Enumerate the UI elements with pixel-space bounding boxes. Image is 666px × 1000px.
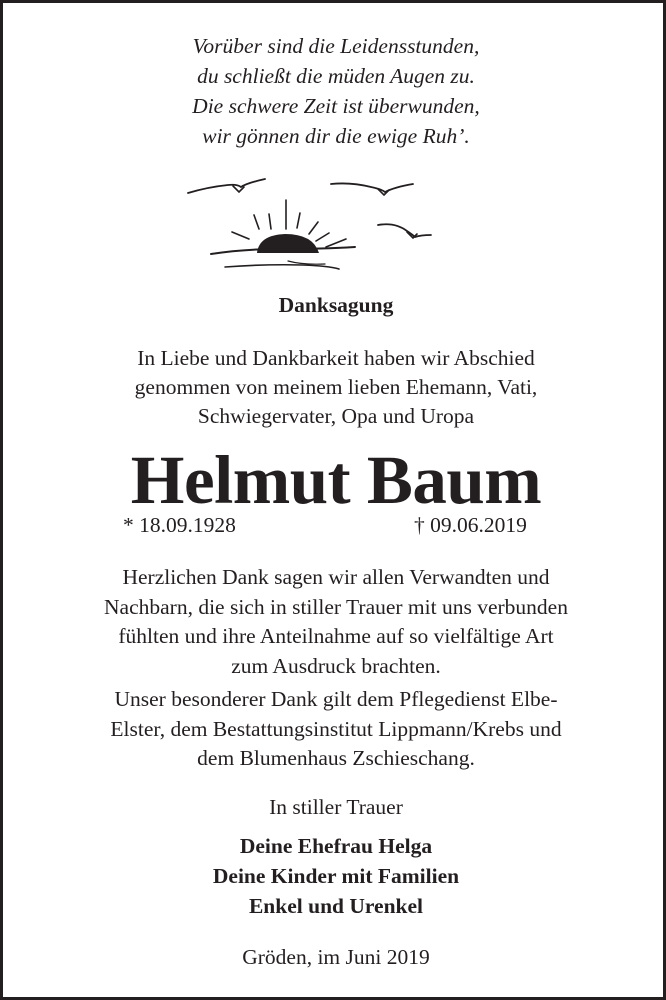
thanks-line: Herzlichen Dank sagen wir allen Verwandten und [122, 565, 550, 589]
thanks-line: Nachbarn, die sich in stiller Trauer mit uns verbunden [104, 594, 568, 619]
poem-line: du schließt die müden Augen zu. [197, 64, 475, 88]
intro-line: In Liebe und Dankbarkeit haben wir Abschied [137, 346, 535, 370]
poem-line: wir gönnen dir die ewige Ruh’. [202, 124, 470, 148]
thanks-line: fühlten und ihre Anteilnahme auf so vielfältige Art [118, 624, 554, 648]
thanks-line: Elster, dem Bestattungsinstitut Lippmann/Krebs und [110, 716, 562, 741]
signer-line: Deine Kinder mit Familien [212, 864, 460, 888]
intro-text [3, 344, 666, 431]
signers [3, 831, 666, 921]
heading: Danksagung [278, 293, 394, 317]
thanks-paragraph [3, 563, 666, 681]
intro-line: genommen von meinem lieben Ehemann, Vati, [134, 375, 538, 399]
special-thanks-paragraph [3, 685, 666, 774]
thanks-line: Unser besonderer Dank gilt dem Pflegedienst Elbe- [114, 687, 558, 711]
poem-line: Vorüber sind die Leidensstunden, [192, 34, 480, 58]
signer-line: Enkel und Urenkel [248, 894, 424, 918]
intro-line: Schwiegervater, Opa und Uropa [197, 404, 475, 428]
death-date: † 09.06.2019 [414, 513, 527, 537]
poem-line: Die schwere Zeit ist überwunden, [192, 94, 480, 118]
thanks-line: zum Ausdruck brachten. [231, 653, 441, 678]
mourning-label: In stiller Trauer [269, 795, 403, 819]
thanks-line: dem Blumenhaus Zschieschang. [197, 746, 475, 770]
deceased-name: Helmut Baum [130, 442, 542, 518]
birth-date: * 18.09.1928 [123, 513, 236, 537]
place-date: Gröden, im Juni 2019 [242, 945, 430, 969]
signer-line: Deine Ehefrau Helga [239, 834, 433, 858]
sunrise-with-birds-icon [3, 3, 663, 293]
